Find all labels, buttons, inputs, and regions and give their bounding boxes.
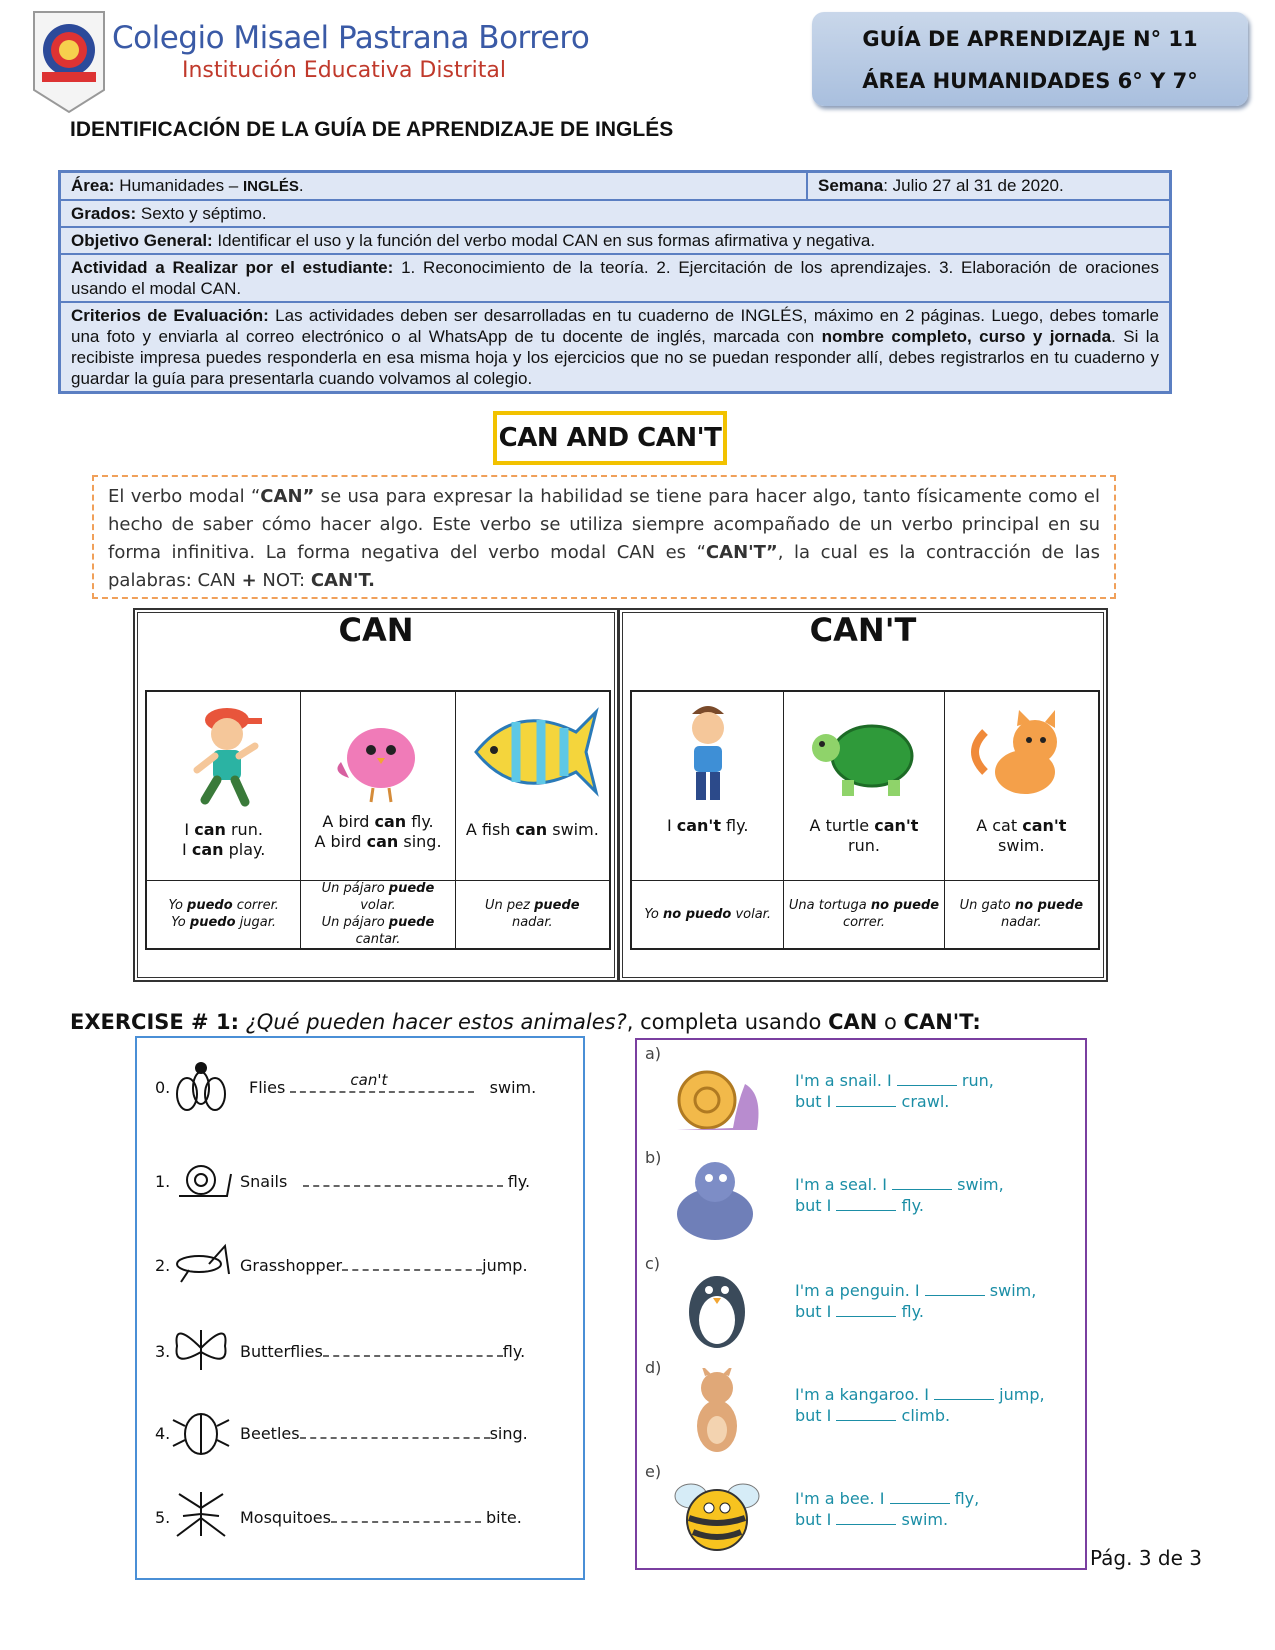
can-panel-title: CAN <box>338 611 414 649</box>
seal-cartoon-icon <box>667 1158 767 1244</box>
animal-item <box>637 1148 1085 1252</box>
sentence-text: crawl. <box>896 1092 950 1111</box>
text: volar. <box>360 898 396 913</box>
activity-label: Actividad a Realizar por el estudiante: <box>71 258 394 277</box>
text: A turtle <box>809 816 875 835</box>
info-row-objective <box>61 226 1169 253</box>
text-bold: can't <box>874 816 919 835</box>
answer-blank[interactable] <box>890 1491 950 1504</box>
text: correr. <box>842 915 886 930</box>
week-value: : Julio 27 al 31 de 2020. <box>883 176 1064 195</box>
text: Un pez <box>485 898 535 913</box>
page-number: Pág. 3 de 3 <box>1090 1546 1202 1570</box>
answer-text: can't <box>350 1071 388 1089</box>
text-bold: puede <box>388 915 435 930</box>
theory-bold: CAN'T. <box>310 570 375 591</box>
theory-text: se usa para expresar la habilidad se tiene para hacer algo, tanto físicamente como el hecho de saber cómo hacer algo. Este verbo se utiliza siempre acompañado de un verbo principal en su forma infinitiva. La forma negativa del verbo modal CAN es “ <box>108 486 1100 563</box>
section-title: CAN AND CAN'T <box>493 411 727 465</box>
text-bold: can't <box>676 816 721 835</box>
objective-label: Objetivo General: <box>71 231 213 250</box>
item-verb: bite. <box>486 1508 522 1527</box>
text: run. <box>225 820 263 839</box>
fish-icon <box>456 692 609 812</box>
text-bold: can <box>374 812 407 831</box>
text-bold: can <box>191 840 224 859</box>
text: Un pájaro <box>321 915 389 930</box>
criteria-label: Criterios de Evaluación: <box>71 306 269 325</box>
snail-cartoon-icon <box>667 1054 767 1140</box>
school-subtitle: Institución Educativa Distrital <box>182 58 506 83</box>
text-bold: no puede <box>870 898 940 913</box>
fly-icon <box>169 1056 233 1114</box>
sentence-text: fly, <box>949 1489 980 1508</box>
text-bold: can't <box>1022 816 1067 835</box>
exercise-label: EXERCISE # 1: <box>70 1010 239 1034</box>
item-number: 4. <box>155 1424 171 1443</box>
activity-value: 1. Reconocimiento de la teoría. 2. Ejercitación de los aprendizajes. 3. Elaboración de oraciones usando el modal CAN. <box>71 258 1159 298</box>
sentence-text: but I <box>795 1302 837 1321</box>
area-label: Área: <box>71 176 115 195</box>
exercise-item <box>137 1486 583 1546</box>
sentence-text: jump, <box>994 1385 1045 1404</box>
item-number: 5. <box>155 1508 171 1527</box>
item-verb: swim. <box>489 1078 537 1097</box>
exercise-item <box>137 1402 583 1462</box>
text-bold: can <box>194 820 226 839</box>
area-end: . <box>298 176 304 195</box>
sentence-text: I'm a bee. I <box>795 1489 890 1508</box>
text-bold: puedo <box>189 915 236 930</box>
cant-panel-title: CAN'T <box>809 611 917 649</box>
cant-example-en <box>632 816 783 836</box>
text: fly. <box>406 812 434 831</box>
sentence-text: swim, <box>984 1281 1037 1300</box>
theory-bold: + <box>241 570 257 591</box>
identification-title: IDENTIFICACIÓN DE LA GUÍA DE APRENDIZAJE DE INGLÉS <box>70 118 674 141</box>
penguin-cartoon-icon <box>667 1264 767 1350</box>
answer-blank[interactable] <box>836 1198 896 1211</box>
sentence-text: run, <box>956 1071 994 1090</box>
answer-blank[interactable] <box>342 1257 482 1271</box>
text: I <box>184 820 195 839</box>
animal-item <box>637 1462 1085 1566</box>
can-cell-fish <box>455 692 609 948</box>
can-grid <box>145 690 611 950</box>
item-subject: Grasshopper <box>240 1256 343 1275</box>
school-crest <box>30 10 108 114</box>
can-example-es <box>301 880 454 947</box>
answer-blank[interactable] <box>836 1408 896 1421</box>
item-verb: jump. <box>482 1256 528 1275</box>
answer-blank[interactable] <box>323 1343 503 1357</box>
area-value-bold: INGLÉS <box>243 178 299 195</box>
text: cantar. <box>355 932 401 947</box>
info-row-criteria <box>61 301 1169 391</box>
text: correr. <box>232 898 279 913</box>
can-panel <box>133 608 619 982</box>
kangaroo-cartoon-icon <box>667 1368 767 1454</box>
answer-blank[interactable] <box>836 1094 896 1107</box>
theory-text: El verbo modal “ <box>108 486 261 507</box>
text: Un pájaro <box>321 881 389 896</box>
can-example-en <box>456 820 609 840</box>
info-row-area <box>61 173 1169 199</box>
item-letter: d) <box>645 1358 662 1377</box>
item-number: 3. <box>155 1342 171 1361</box>
item-verb: fly. <box>502 1342 526 1361</box>
grades-value: Sexto y séptimo. <box>136 204 267 223</box>
answer-blank[interactable] <box>836 1512 896 1525</box>
sentence-text: fly. <box>896 1302 924 1321</box>
theory-bold: CAN” <box>260 486 315 507</box>
text: A cat <box>976 816 1023 835</box>
area-value: Humanidades – <box>114 176 243 195</box>
item-letter: e) <box>645 1462 662 1481</box>
text: nadar. <box>1000 915 1042 930</box>
grasshopper-icon <box>169 1234 233 1292</box>
text: A fish <box>465 820 516 839</box>
text: sing. <box>398 832 442 851</box>
text-bold: can <box>515 820 548 839</box>
sentence-text: I'm a kangaroo. I <box>795 1385 935 1404</box>
animal-item <box>637 1044 1085 1148</box>
exercise-insects-box <box>135 1036 585 1580</box>
text: play. <box>223 840 266 859</box>
bee-cartoon-icon <box>667 1472 767 1558</box>
grades-label: Grados: <box>71 204 137 223</box>
text: A bird <box>314 832 367 851</box>
item-subject: Beetles <box>240 1424 300 1443</box>
exercise-cant: CAN'T: <box>903 1010 981 1034</box>
item-letter: b) <box>645 1148 662 1167</box>
cant-example-en <box>945 816 1098 856</box>
animal-item <box>637 1254 1085 1358</box>
item-number: 0. <box>155 1078 171 1097</box>
beetle-icon <box>169 1402 233 1460</box>
guide-header-box <box>812 12 1248 106</box>
sentence-text: but I <box>795 1092 837 1111</box>
text: I <box>182 840 192 859</box>
can-cell-bird <box>300 692 454 948</box>
text: A bird <box>322 812 375 831</box>
item-verb: fly. <box>507 1172 531 1191</box>
answer-blank[interactable] <box>934 1387 994 1400</box>
cant-example-es <box>784 880 943 947</box>
exercise-item <box>137 1056 583 1116</box>
item-verb: sing. <box>489 1424 528 1443</box>
exercise-item <box>137 1234 583 1294</box>
answer-blank[interactable] <box>290 1071 474 1093</box>
turtle-icon <box>784 692 943 812</box>
exercise-text: o <box>877 1010 904 1034</box>
theory-text: , la cual es la contracción de las palabras: CAN <box>108 542 1101 591</box>
theory-bold: CAN'T” <box>705 542 778 563</box>
cant-cell-boy <box>632 692 783 948</box>
sentence-text: climb. <box>896 1406 951 1425</box>
item-subject: Mosquitoes <box>240 1508 331 1527</box>
sentence-text: but I <box>795 1196 837 1215</box>
answer-blank[interactable] <box>836 1304 896 1317</box>
sentence-text: I'm a penguin. I <box>795 1281 925 1300</box>
text-bold: puede <box>534 898 580 913</box>
can-example-es <box>147 880 300 947</box>
can-example-en <box>301 812 454 852</box>
cant-example-es <box>632 880 783 947</box>
text: swim. <box>998 836 1045 855</box>
text: volar. <box>731 906 771 922</box>
text-bold: can <box>366 832 399 851</box>
text: Yo <box>171 915 190 930</box>
can-example-en <box>147 820 300 860</box>
text: Yo <box>168 898 188 913</box>
cant-example-es <box>945 880 1098 947</box>
answer-blank[interactable] <box>892 1177 952 1190</box>
item-number: 1. <box>155 1172 171 1191</box>
text: Un gato <box>959 898 1015 913</box>
can-example-es <box>456 880 609 947</box>
info-table <box>58 170 1172 394</box>
animal-item <box>637 1358 1085 1462</box>
theory-text: NOT: <box>256 570 311 591</box>
item-letter: a) <box>645 1044 662 1063</box>
text-bold: puedo <box>187 898 233 913</box>
info-row-activity <box>61 253 1169 301</box>
sentence-text: fly. <box>896 1196 924 1215</box>
text-bold: no puede <box>1014 898 1084 913</box>
exercise-can: CAN <box>828 1010 878 1034</box>
guide-area: ÁREA HUMANIDADES 6° Y 7° <box>862 69 1198 93</box>
sentence-text: I'm a seal. I <box>795 1175 893 1194</box>
mosquito-icon <box>169 1486 233 1544</box>
exercise-text: , completa usando <box>626 1010 829 1034</box>
cant-example-en <box>784 816 943 856</box>
text-bold: puede <box>388 881 435 896</box>
boy-running-icon <box>147 692 300 812</box>
exercise-item <box>137 1320 583 1380</box>
cant-grid <box>630 690 1100 950</box>
item-letter: c) <box>645 1254 661 1273</box>
text: I <box>666 816 677 835</box>
text: swim. <box>547 820 599 839</box>
cat-icon <box>945 692 1098 812</box>
answer-blank[interactable] <box>897 1073 957 1086</box>
exercise-item <box>137 1150 583 1210</box>
objective-value: Identificar el uso y la función del verbo modal CAN en sus formas afirmativa y negativa. <box>212 231 876 250</box>
item-number: 2. <box>155 1256 171 1275</box>
bird-icon <box>301 692 454 812</box>
snail-icon <box>169 1150 233 1208</box>
criteria-value-1: Las actividades deben ser desarrolladas en tu cuaderno de INGLÉS, máximo en 2 páginas. Luego, debes tomarle una foto y enviarla al correo electrónico o al WhatsApp de tu docente de inglés, marcada con <box>71 306 1159 346</box>
school-name: Colegio Misael Pastrana Borrero <box>112 20 590 56</box>
text: fly. <box>720 816 749 835</box>
boy-sad-icon <box>632 692 783 812</box>
cant-cell-cat <box>944 692 1098 948</box>
text: run. <box>848 836 880 855</box>
theory-box <box>92 475 1116 599</box>
text: Yo <box>644 906 663 922</box>
exercise-animals-box <box>635 1038 1087 1570</box>
answer-blank[interactable] <box>331 1509 481 1523</box>
guide-number: GUÍA DE APRENDIZAJE N° 11 <box>862 27 1198 51</box>
answer-blank[interactable] <box>303 1173 503 1187</box>
answer-blank[interactable] <box>300 1425 490 1439</box>
sentence-text: I'm a snail. I <box>795 1071 897 1090</box>
text: jugar. <box>235 915 277 930</box>
butterfly-icon <box>169 1320 233 1378</box>
sentence-text: swim, <box>952 1175 1004 1194</box>
sentence-text: but I <box>795 1406 837 1425</box>
exercise-question: ¿Qué pueden hacer estos animales? <box>238 1010 627 1034</box>
cant-cell-turtle <box>783 692 943 948</box>
item-subject: Snails <box>240 1172 288 1191</box>
sentence-text: swim. <box>896 1510 949 1529</box>
sentence-text: but I <box>795 1510 837 1529</box>
can-cell-run <box>147 692 300 948</box>
criteria-bold: nombre completo, curso y jornada <box>821 327 1112 346</box>
criteria-value-2: . Si la recibiste impresa puedes responderla en esa misma hoja y los ejercicios que no se puedan responder allí, debes registrarlos en tu cuaderno y guardar la guía para presentarla cuando volvamos al colegio. <box>71 327 1159 388</box>
text: Una tortuga <box>788 898 871 913</box>
exercise-title <box>70 1010 981 1035</box>
answer-blank[interactable] <box>925 1283 985 1296</box>
text-bold: no puedo <box>662 906 732 922</box>
cant-panel <box>618 608 1108 982</box>
text: nadar. <box>511 915 553 930</box>
item-subject: Butterflies <box>240 1342 323 1361</box>
week-label: Semana <box>818 176 884 195</box>
info-row-grades <box>61 199 1169 226</box>
item-subject: Flies <box>249 1078 286 1097</box>
